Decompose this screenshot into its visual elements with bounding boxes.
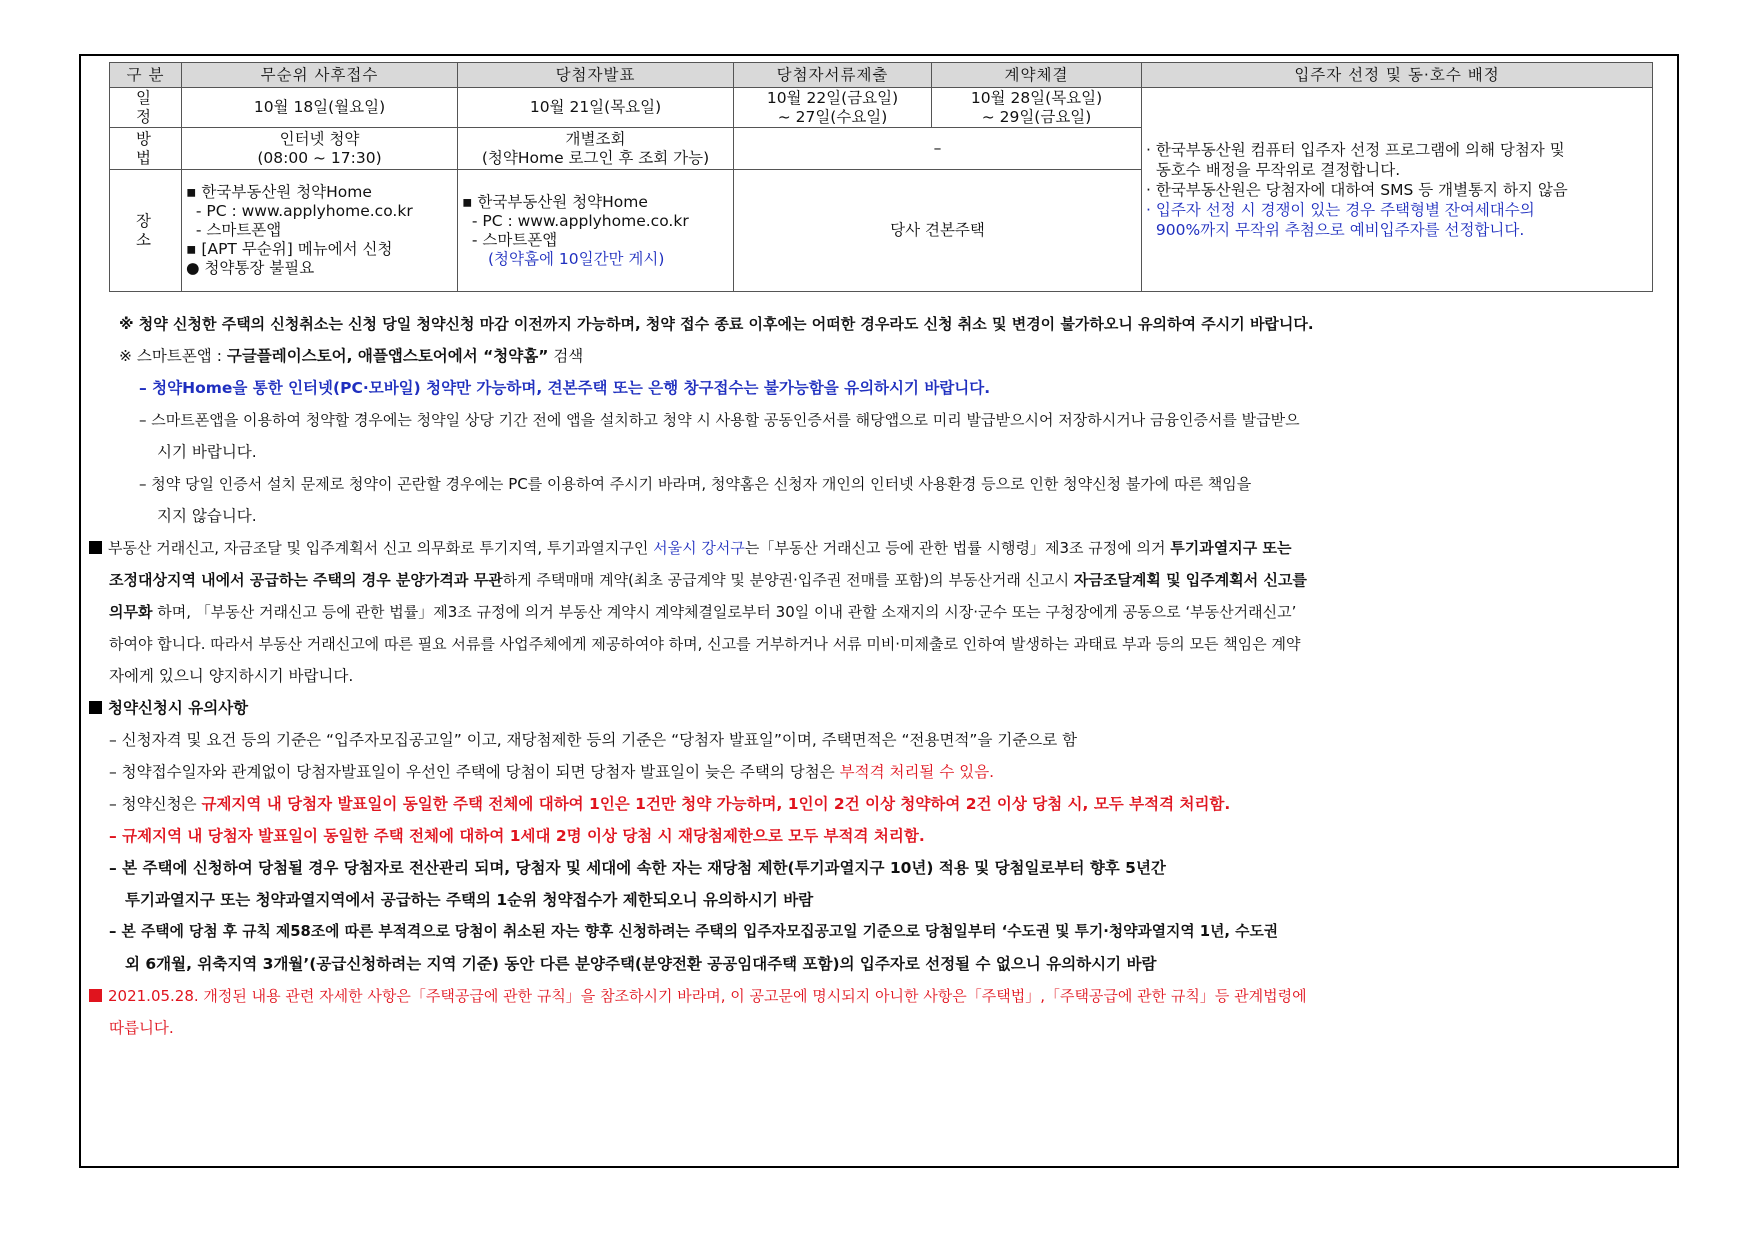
header-documents: 당첨자서류제출 [734,63,932,88]
assignment-cell: · 한국부동산원 컴퓨터 입주자 선정 프로그램에 의해 당첨자 및 동호수 배정을 무작위로 결정합니다. · 한국부동산원은 당첨자에 대하여 SMS 등 개별통지 하지 않음 · 입주자 선정 시 경쟁이 있는 경우 주택형별 잔여세대수의 900%까지 무작위 추첨으로 예비입주자를 선정합니다. [1142,88,1653,292]
caution-1: – 신청자격 및 요건 등의 기준은 “입주자모집공고일” 이고, 재당첨제한 등의 기준은 “당첨자 발표일”이며, 주택면적은 “전용면적”을 기준으로 함 [109,731,1078,749]
header-announcement: 당첨자발표 [458,63,734,88]
note-certificate-1: – 청약 당일 인증서 설치 문제로 청약이 곤란할 경우에는 PC를 이용하여 주시기 바라며, 청약홈은 신청자 개인의 인터넷 사용환경 등으로 인한 청약신청 불가에 따른 책임을 [139,475,1252,493]
header-contract: 계약체결 [932,63,1142,88]
table-header-row [110,63,1653,88]
announcement-date: 10월 21일(목요일) [458,88,734,128]
cautions-title: 청약신청시 유의사항 [89,698,248,718]
report-line-1: 부동산 거래신고, 자금조달 및 입주계획서 신고 의무화로 투기지역, 투기과열지구인 서울시 강서구는「부동산 거래신고 등에 관한 법률 시행령」제3조 규정에 의거 투기과열지구 또는 [89,538,1291,558]
model-house: 당사 견본주택 [734,170,1142,292]
schedule-table [109,62,1653,292]
caution-2: – 청약접수일자와 관계없이 당첨자발표일이 우선인 주택에 당첨이 되면 당첨자 발표일이 늦은 주택의 당첨은 부적격 처리될 수 있음. [109,763,995,781]
note-online-only: – 청약Home을 통한 인터넷(PC·모바일) 청약만 가능하며, 견본주택 또는 은행 창구접수는 불가능함을 유의하시기 바랍니다. [139,379,991,397]
square-bullet-icon [89,701,102,714]
row-label-method: 방 법 [110,128,182,170]
report-line-5: 자에게 있으니 양지하시기 바랍니다. [109,667,354,685]
method-dash: – [734,128,1142,170]
notice-frame [79,54,1679,1168]
final-notice-line1: 2021.05.28. 개정된 내용 관련 자세한 사항은「주택공급에 관한 규칙」을 참조하시기 바라며, 이 공고문에 명시되지 아니한 사항은「주택법」,「주택공급에 관한 규칙」등 관계법령에 [89,986,1307,1006]
announcement-place: ▪ 한국부동산원 청약Home - PC : www.applyhome.co.kr - 스마트폰앱 (청약홈에 10일간만 게시) [458,170,734,292]
announcement-method: 개별조회 (청약Home 로그인 후 조회 가능) [458,128,734,170]
note-app: ※ 스마트폰앱 : 구글플레이스토어, 애플앱스토어에서 “청약홈” 검색 [119,347,584,365]
row-label-schedule: 일 정 [110,88,182,128]
note-smartphone-2: 시기 바랍니다. [157,443,257,461]
caution-6-line1: – 본 주택에 당첨 후 규칙 제58조에 따른 부적격으로 당첨이 취소된 자는 향후 신청하려는 주택의 입주자모집공고일 기준으로 당첨일부터 ‘수도권 및 투기·청약과열지역 1년, 수도권 [109,923,1279,940]
reception-date: 10월 18일(월요일) [182,88,458,128]
caution-4: – 규제지역 내 당첨자 발표일이 동일한 주택 전체에 대하여 1세대 2명 이상 당첨 시 재당첨제한으로 모두 부적격 처리함. [109,827,925,845]
note-cancellation: ※ 청약 신청한 주택의 신청취소는 신청 당일 청약신청 마감 이전까지 가능하며, 청약 접수 종료 이후에는 어떠한 경우라도 신청 취소 및 변경이 불가하오니 유의하여 주시기 바랍니다. [119,315,1314,333]
reception-place: ▪ 한국부동산원 청약Home - PC : www.applyhome.co.kr - 스마트폰앱 ▪ [APT 무순위] 메뉴에서 신청 ● 청약통장 불필요 [182,170,458,292]
contract-date: 10월 28일(목요일) ~ 29일(금요일) [932,88,1142,128]
table-row [110,88,1653,128]
final-notice-line2: 따릅니다. [109,1019,174,1037]
caution-5-line1: – 본 주택에 신청하여 당첨될 경우 당첨자로 전산관리 되며, 당첨자 및 세대에 속한 자는 재당첨 제한(투기과열지구 10년) 적용 및 당첨일로부터 향후 5년간 [109,859,1166,877]
caution-6-line2: 외 6개월, 위축지역 3개월’(공급신청하려는 지역 기준) 동안 다른 분양주택(분양전환 공공임대주택 포함)의 입주자로 선정될 수 없으니 유의하시기 바람 [125,955,1157,973]
caution-5-line2: 투기과열지구 또는 청약과열지역에서 공급하는 주택의 1순위 청약접수가 제한되오니 유의하시기 바람 [125,891,814,909]
caution-3: – 청약신청은 규제지역 내 당첨자 발표일이 동일한 주택 전체에 대하여 1인은 1건만 청약 가능하며, 1인이 2건 이상 청약하여 2건 이상 당첨 시, 모두 부적격 처리함. [109,795,1231,813]
documents-date: 10월 22일(금요일) ~ 27일(수요일) [734,88,932,128]
header-reception: 무순위 사후접수 [182,63,458,88]
report-line-2: 조정대상지역 내에서 공급하는 주택의 경우 분양가격과 무관하게 주택매매 계약(최초 공급계약 및 분양권·입주권 전매를 포함)의 부동산거래 신고시 자금조달계획 및 입주계획서 신고를 [109,571,1307,589]
header-category: 구 분 [110,63,182,88]
square-bullet-icon [89,989,102,1002]
report-line-3: 의무화 하며, 「부동산 거래신고 등에 관한 법률」제3조 규정에 의거 부동산 계약시 계약체결일로부터 30일 이내 관할 소재지의 시장·군수 또는 구청장에게 공동으로 ‘부동산거래신고’ [109,603,1297,621]
note-smartphone-1: – 스마트폰앱을 이용하여 청약할 경우에는 청약일 상당 기간 전에 앱을 설치하고 청약 시 사용할 공동인증서를 해당앱으로 미리 발급받으시어 저장하시거나 금융인증서를 발급받으 [139,411,1300,429]
report-line-4: 하여야 합니다. 따라서 부동산 거래신고에 따른 필요 서류를 사업주체에게 제공하여야 하며, 신고를 거부하거나 서류 미비·미제출로 인하여 발생하는 과태료 부과 등의 모든 책임은 계약 [109,635,1301,653]
reception-method: 인터넷 청약 (08:00 ~ 17:30) [182,128,458,170]
header-assignment: 입주자 선정 및 동·호수 배정 [1142,63,1653,88]
note-certificate-2: 지지 않습니다. [157,507,257,525]
square-bullet-icon [89,541,102,554]
row-label-place: 장 소 [110,170,182,292]
